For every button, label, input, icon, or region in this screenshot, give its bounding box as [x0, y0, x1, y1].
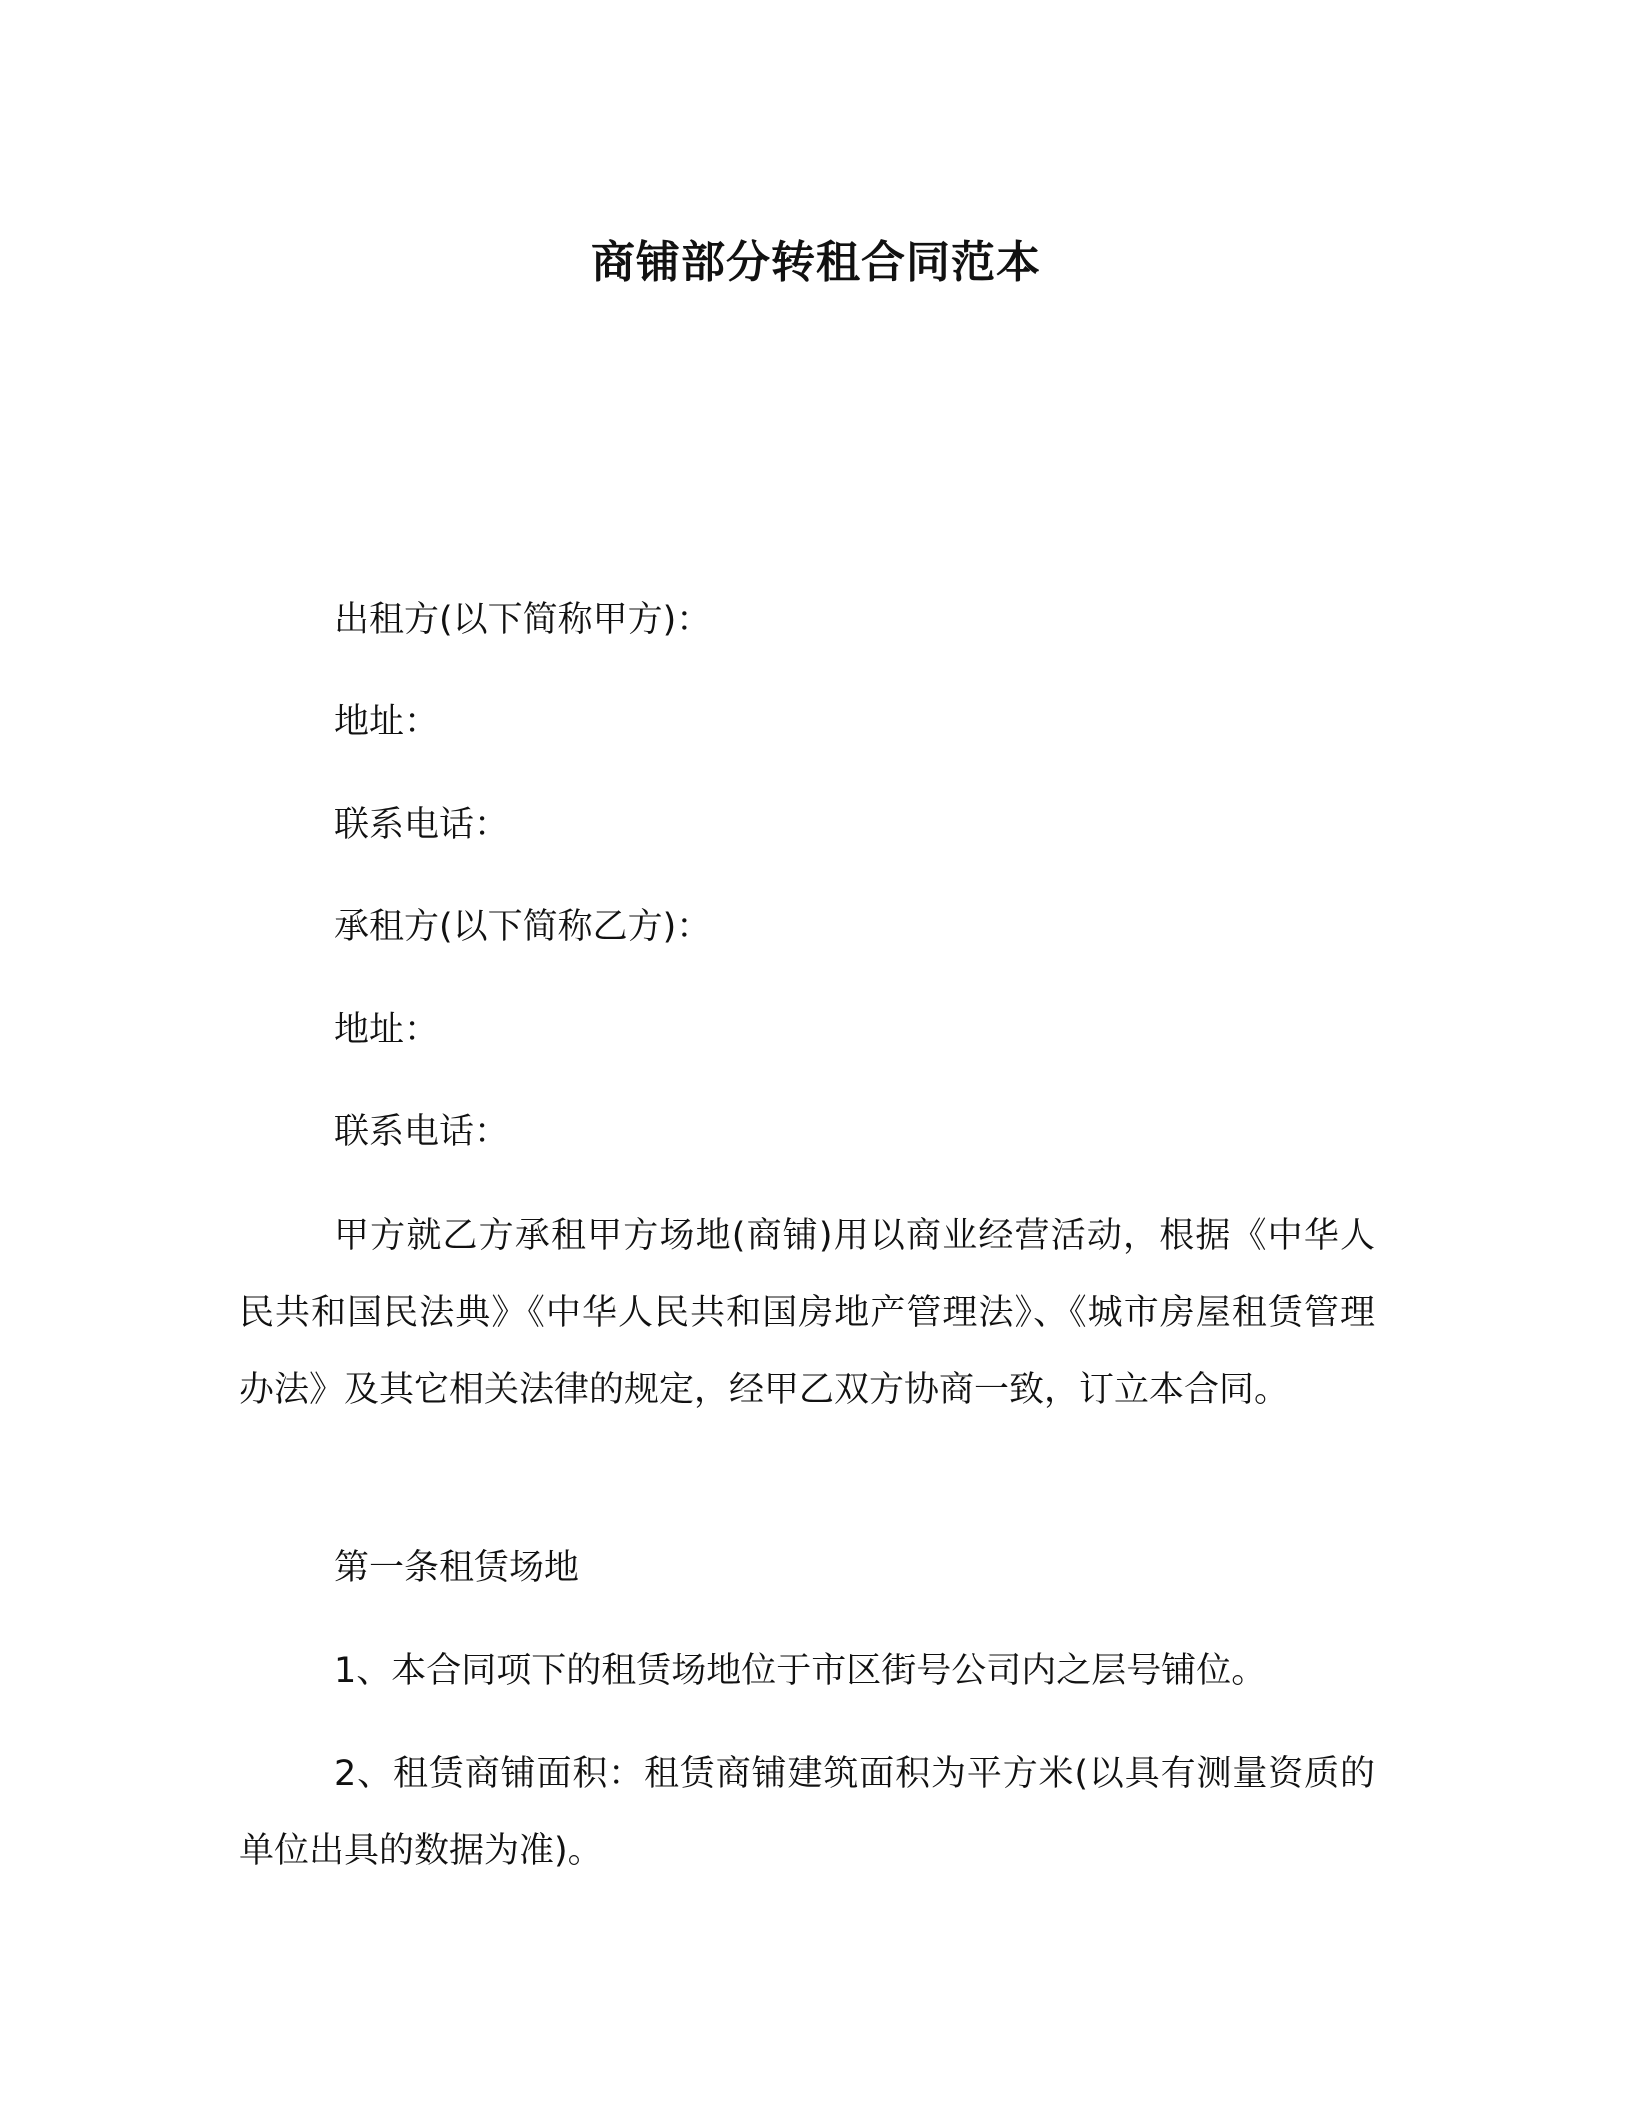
party-a-phone: 联系电话： [334, 805, 510, 845]
article-1-item-1: 1、本合同项下的租赁场地位于市区街号公司内之层号铺位。 [334, 1651, 1267, 1691]
party-a-address: 地址： [334, 702, 440, 742]
party-b-address: 地址： [334, 1010, 440, 1050]
party-b-label: 承租方(以下简称乙方)： [334, 907, 712, 947]
party-b-phone: 联系电话： [334, 1112, 510, 1152]
party-a-label: 出租方(以下简称甲方)： [334, 600, 712, 640]
document-title: 商铺部分转租合同范本 [591, 237, 1041, 288]
preamble-paragraph: 甲方就乙方承租甲方场地(商铺)用以商业经营活动，根据《中华人民共和国民法典》《中华人民共和国房地产管理法》、《城市房屋租赁管理办法》及其它相关法律的规定，经甲乙双方协商一致，订立本合同。 [239, 1216, 1375, 1410]
article-1-item-2: 2、租赁商铺面积：租赁商铺建筑面积为平方米(以具有测量资质的单位出具的数据为准)。 [239, 1754, 1375, 1871]
article-1-heading: 第一条租赁场地 [334, 1548, 580, 1588]
